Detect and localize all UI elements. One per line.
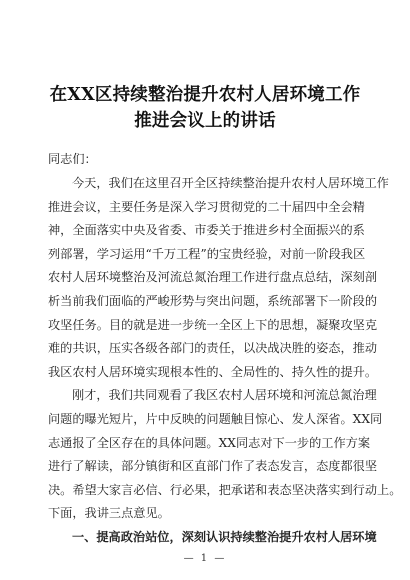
page-number: — 1 — xyxy=(183,553,227,564)
paragraph-line: 推进会议，主要任务是深入学习贯彻党的二十届四中全会精 xyxy=(48,199,365,214)
paragraph-line: 今天，我们在这里召开全区持续整治提升农村人居环境工作 xyxy=(72,176,389,190)
paragraph-line: 攻坚任务。目的就是进一步统一全区上下的思想，凝聚攻坚克 xyxy=(48,317,378,332)
section-heading: 一、提高政治站位，深刻认识持续整治提升农村人居环境 xyxy=(72,530,377,544)
paragraph-line: 刚才，我们共同观看了我区农村人居环境和河流总氮治理 xyxy=(72,388,377,403)
paragraph-line: 列部署，学习运用“千万工程”的宝贵经验，对前一阶段我区 xyxy=(48,246,366,261)
section-heading-block xyxy=(48,526,377,550)
paragraph-line: 农村人居环境整治及河流总氮治理工作进行盘点总结，深刻剖 xyxy=(48,270,378,285)
paragraph-line: 进行了解读，部分镇街和区直部门作了表态发言，态度都很坚 xyxy=(48,459,378,474)
paragraph-2 xyxy=(48,384,402,526)
paragraph-line: 我区农村人居环境实现根本性的、全局性的、持久性的提升。 xyxy=(48,364,378,379)
paragraph-line: 下面，我讲三点意见。 xyxy=(48,506,170,521)
paragraph-1 xyxy=(48,172,389,384)
document-title-line-1: 在XX区持续整治提升农村人居环境工作 xyxy=(49,85,361,105)
paragraph-line: 决。希望大家言必信、行必果，把承诺和表态坚决落实到行动上。 xyxy=(48,482,402,497)
document-title-line-2: 推进会议上的讲话 xyxy=(134,111,276,131)
paragraph-line: 难的共识，压实各级各部门的责任，以决战决胜的姿态，推动 xyxy=(48,341,378,356)
paragraph-line: 问题的曝光短片，片中反映的问题触目惊心、发人深省。XX同 xyxy=(48,411,383,426)
paragraph-line: 志通报了全区存在的具体问题。XX同志对下一步的工作方案 xyxy=(48,435,371,450)
paragraph-line: 析当前我们面临的严峻形势与突出问题，系统部署下一阶段的 xyxy=(48,293,378,308)
paragraph-line: 神，全面落实中央及省委、市委关于推进乡村全面振兴的系 xyxy=(48,223,365,238)
salutation: 同志们： xyxy=(48,152,97,166)
